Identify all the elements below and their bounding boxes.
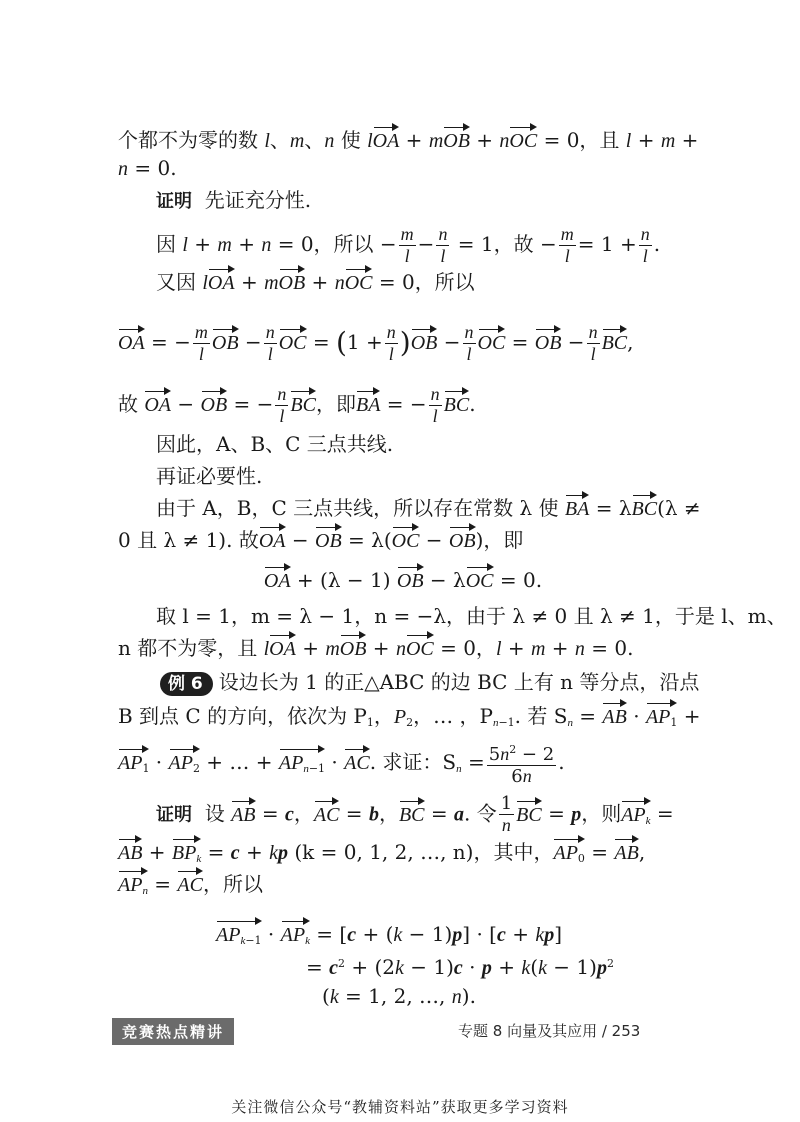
text-line: 证明 设 AB = c，AC = b，BC = a. 令 $\frac{1}{n}$ BC = p，则$AP_k$ = [156, 793, 674, 835]
watermark: 关注微信公众号“教辅资料站”获取更多学习资料 [231, 1098, 569, 1116]
text-line: AB + $BP_k = c$ + kp (k = 0, 1, 2, …, n)，其中，$AP_0$ = AB, [118, 836, 688, 869]
section-label: 竞赛热点精讲 [112, 1018, 234, 1045]
page-footer: 专题 8 向量及其应用 / 253 [458, 1022, 641, 1040]
proof-label: 证明 [156, 191, 192, 212]
proof-label: 证明 [156, 804, 192, 826]
text-line: 取 l = 1，m = λ − 1，n = −λ，由于 λ ≠ 0 且 λ ≠ 1，于是 l、m、 [156, 604, 787, 628]
text-line: $AP_1 \cdot AP_2$ + … + $AP_{n-1}$ · AC. 求证：$S_n$ = $\frac{5n^2 - 2}{6n}$ . [118, 740, 688, 787]
text-line: n = 0. [118, 156, 177, 180]
text-line: 再证必要性. [156, 464, 263, 488]
text-line: 故 OA − OB = − $\frac{n}{l}$ BC，即BA = − $\frac{n}{l}$ BC. [118, 384, 476, 426]
equation: = $c^2 + (2k - 1)c \cdot p + k(k - 1)p^2$ [306, 955, 614, 979]
example-line: 例 6 设边长为 1 的正△ABC 的边 BC 上有 n 等分点，沿点 [160, 668, 730, 696]
text-line: 由于 A，B，C 三点共线，所以存在常数 λ 使 BA = λBC(λ ≠ [156, 492, 726, 522]
text-line: $AP_n$ = AC，所以 [118, 868, 688, 901]
example-badge: 例 6 [160, 672, 213, 696]
text-line: 又因 lOA + mOB + nOC = 0，所以 [156, 266, 726, 297]
equation: OA = − $\frac{m}{l}$ OB − $\frac{n}{l}$ OC = (1 + $\frac{n}{l}$ )OB − $\frac{n}{l}$ OC = OB − $\frac{n}{l}$ BC, [118, 322, 634, 364]
text-line: 0 且 λ ≠ 1). 故OA − OB = λ(OC − OB)，即 [118, 524, 688, 554]
text-line: 个都不为零的数 l、m、n 使 lOA + mOB + nOC = 0，且 l + m + [118, 124, 688, 155]
text-line: n 都不为零，且 lOA + mOB + nOC = 0，l + m + n = 0. [118, 632, 688, 663]
text-line: 因 l + m + n = 0，所以 − $\frac{m}{l}$ − $\frac{n}{l}$ = 1，故 − $\frac{m}{l}$ = 1 + $\frac{n}{l}$ . [156, 224, 661, 266]
text-line: 因此，A、B、C 三点共线. [156, 432, 394, 456]
equation: $AP_{k-1} \cdot AP_k = [c + (k - 1)p] \cdot [c + kp]$ [216, 918, 786, 951]
text-line: B 到点 C 的方向，依次为 $P_1$，$P_2$，… ，$P_{n-1}$. 若 $S_n$ = AB · $AP_1$ + [118, 700, 688, 737]
equation: (k = 1, 2, …, n). [322, 984, 476, 1008]
text-line: 证明 先证充分性. [156, 188, 312, 212]
equation: OA + (λ − 1) OB − λOC = 0. [118, 564, 688, 594]
